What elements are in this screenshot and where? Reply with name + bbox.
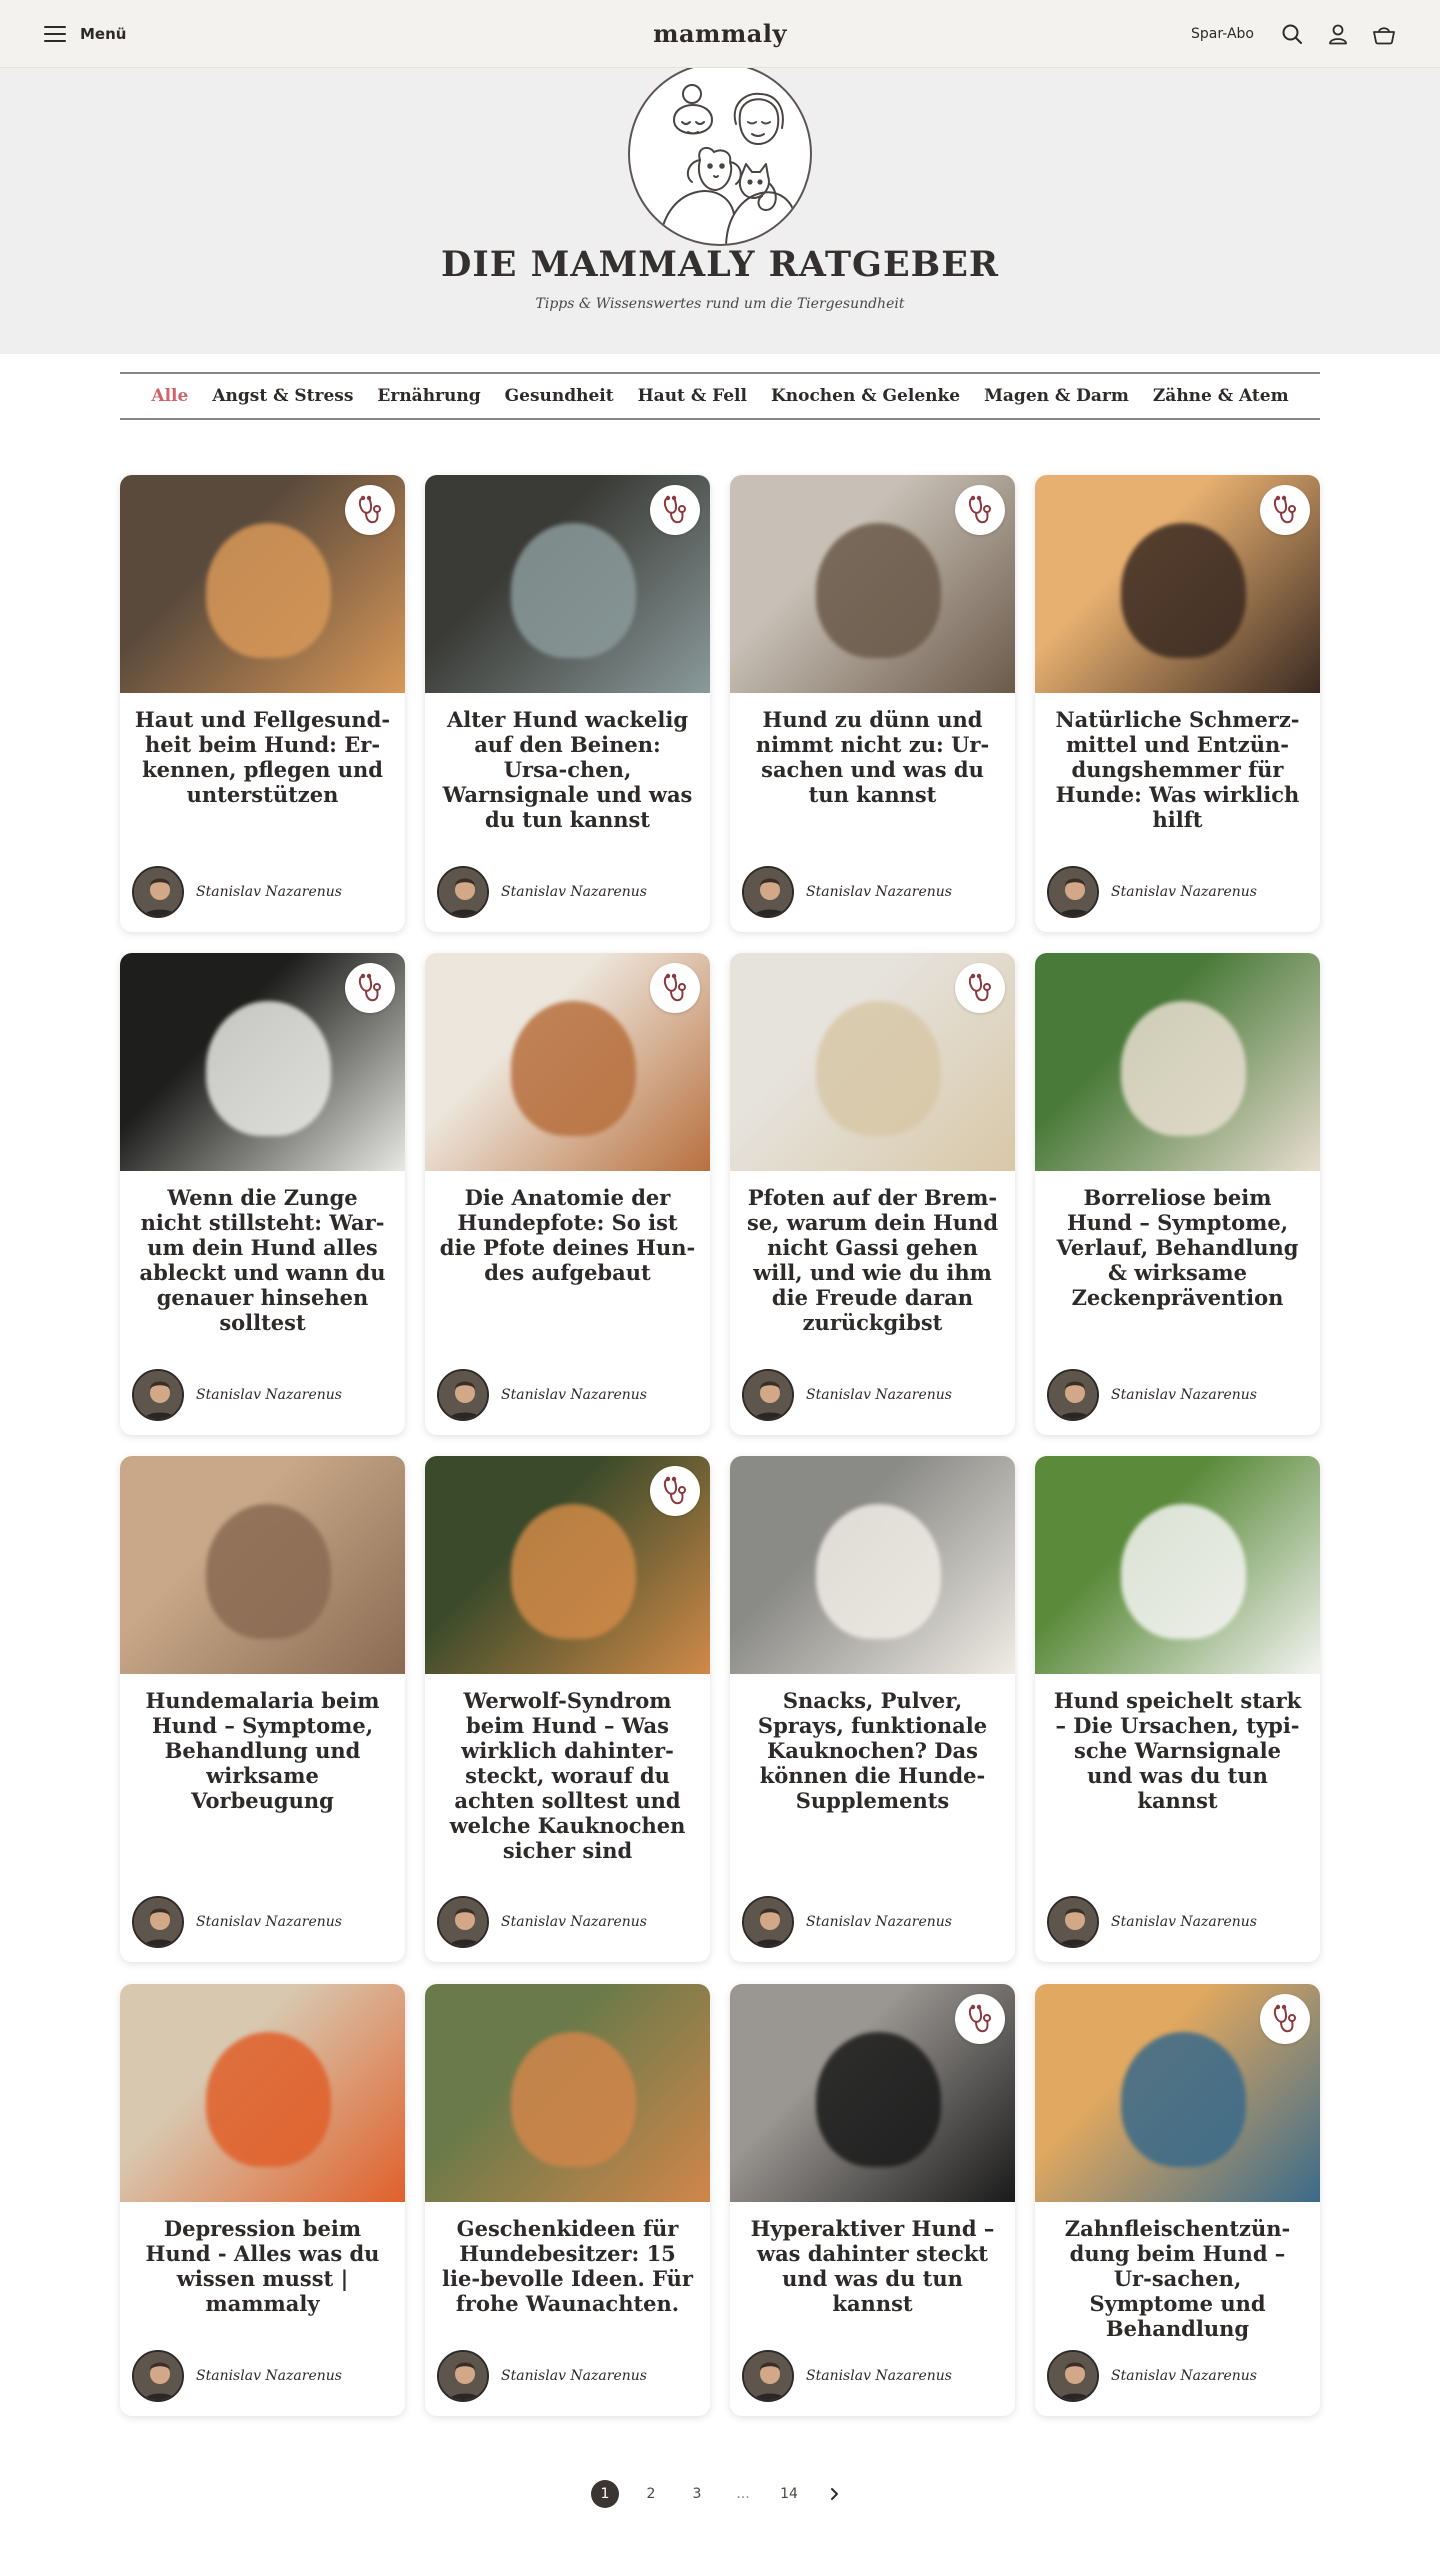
article-card[interactable] (120, 1984, 405, 2416)
article-author (1047, 1369, 1257, 1421)
article-title: Hyperaktiver Hund – was dahinter steckt und was du tun kannst (750, 2216, 995, 2316)
category-tab[interactable]: Angst & Stress (212, 386, 354, 406)
article-title: Alter Hund wackelig auf den Beinen: Ursa-chen, Warnsignale und was du tun kannst (442, 707, 693, 832)
article-author (132, 1896, 342, 1948)
author-name: Stanislav Nazarenus (1111, 1387, 1257, 1403)
author-name: Stanislav Nazarenus (1111, 1914, 1257, 1930)
author-name: Stanislav Nazarenus (196, 884, 342, 900)
vets-illustration (628, 62, 812, 246)
category-tab[interactable]: Magen & Darm (984, 386, 1129, 406)
category-tabs (120, 372, 1320, 420)
article-author (742, 1896, 952, 1948)
article-title: Natürliche Schmerz-mittel und Entzün-dungshemmer für Hunde: Was wirklich hilft (1055, 707, 1300, 832)
author-avatar (132, 1369, 184, 1421)
page-link[interactable]: 1 (591, 2480, 619, 2508)
page-title: DIE MAMMALY RATGEBER (441, 244, 999, 285)
article-card[interactable] (730, 1984, 1015, 2416)
author-avatar (132, 866, 184, 918)
article-card[interactable] (730, 475, 1015, 932)
stethoscope-icon (1260, 1994, 1310, 2044)
article-author (132, 2350, 342, 2402)
cart-icon[interactable] (1372, 22, 1396, 46)
article-card[interactable] (425, 1984, 710, 2416)
stethoscope-icon (650, 963, 700, 1013)
category-tab[interactable]: Zähne & Atem (1152, 386, 1289, 406)
article-title: Geschenkideen für Hundebesitzer: 15 lie-bevolle Ideen. Für frohe Waunachten. (442, 2216, 693, 2316)
author-name: Stanislav Nazarenus (501, 1387, 647, 1403)
article-author (742, 2350, 952, 2402)
spar-abo-link[interactable]: Spar-Abo (1191, 25, 1254, 42)
article-title: Haut und Fellgesund-heit beim Hund: Er-kennen, pflegen und unterstützen (134, 707, 391, 807)
author-avatar (437, 1896, 489, 1948)
author-name: Stanislav Nazarenus (806, 2368, 952, 2384)
stethoscope-icon (345, 963, 395, 1013)
stethoscope-icon (955, 485, 1005, 535)
article-title: Wenn die Zunge nicht stillsteht: War-um dein Hund alles ableckt und wann du genauer hinsehen solltest (139, 1185, 386, 1335)
category-tab[interactable]: Haut & Fell (637, 386, 747, 406)
pagination (0, 2476, 1440, 2512)
chevron-right-icon[interactable] (821, 2480, 849, 2508)
author-avatar (437, 2350, 489, 2402)
author-avatar (132, 2350, 184, 2402)
article-card[interactable] (120, 1456, 405, 1962)
site-header (0, 0, 1440, 68)
article-title: Pfoten auf der Brem-se, warum dein Hund nicht Gassi gehen will, und wie du ihm die Freude daran zurückgibst (746, 1185, 998, 1335)
stethoscope-icon (345, 485, 395, 535)
stethoscope-icon (955, 963, 1005, 1013)
article-card[interactable] (1035, 953, 1320, 1435)
category-tab[interactable]: Ernährung (377, 386, 481, 406)
article-title: Snacks, Pulver, Sprays, funktionale Kauknochen? Das können die Hunde-Supplements (757, 1688, 988, 1813)
article-title: Zahnfleischentzün-dung beim Hund – Ur-sachen, Symptome und Behandlung (1064, 2216, 1291, 2341)
article-image (1035, 1456, 1320, 1674)
stethoscope-icon (1260, 485, 1310, 535)
article-author (1047, 866, 1257, 918)
author-name: Stanislav Nazarenus (196, 2368, 342, 2384)
category-tab[interactable]: Gesundheit (504, 386, 614, 406)
hamburger-icon (44, 26, 66, 42)
article-author (437, 1369, 647, 1421)
article-author (742, 1369, 952, 1421)
author-name: Stanislav Nazarenus (806, 1387, 952, 1403)
author-avatar (437, 1369, 489, 1421)
article-author (1047, 2350, 1257, 2402)
author-avatar (1047, 1369, 1099, 1421)
author-name: Stanislav Nazarenus (501, 2368, 647, 2384)
article-image (120, 1984, 405, 2202)
article-title: Hund speichelt stark – Die Ursachen, typi-sche Warnsignale und was du tun kannst (1053, 1688, 1302, 1813)
author-avatar (132, 1896, 184, 1948)
author-name: Stanislav Nazarenus (501, 884, 647, 900)
article-title: Borreliose beim Hund – Symptome, Verlauf, Behandlung & wirksame Zeckenprävention (1056, 1185, 1299, 1310)
article-title: Hund zu dünn und nimmt nicht zu: Ur-sachen und was du tun kannst (755, 707, 990, 807)
author-name: Stanislav Nazarenus (196, 1914, 342, 1930)
page-subtitle: Tipps & Wissenswertes rund um die Tiergesundheit (535, 296, 905, 312)
article-image (425, 1984, 710, 2202)
article-card[interactable] (1035, 475, 1320, 932)
article-card[interactable] (120, 953, 405, 1435)
author-name: Stanislav Nazarenus (196, 1387, 342, 1403)
article-title: Hundemalaria beim Hund – Symptome, Behandlung und wirksame Vorbeugung (145, 1688, 380, 1813)
article-image (1035, 953, 1320, 1171)
author-avatar (437, 866, 489, 918)
article-title: Die Anatomie der Hundepfote: So ist die Pfote deines Hun-des aufgebaut (439, 1185, 696, 1285)
author-avatar (1047, 866, 1099, 918)
page-link[interactable]: 3 (692, 2486, 702, 2502)
article-author (132, 1369, 342, 1421)
article-card[interactable] (730, 953, 1015, 1435)
pagination-ellipsis: ... (736, 2486, 750, 2502)
author-avatar (742, 866, 794, 918)
article-author (437, 1896, 647, 1948)
article-title: Werwolf-Syndrom beim Hund – Was wirklich dahinter-steckt, worauf du achten solltest und welche Kauknochen sicher sind (449, 1688, 686, 1863)
site-logo[interactable]: mammaly (653, 19, 787, 48)
author-name: Stanislav Nazarenus (806, 1914, 952, 1930)
author-avatar (1047, 1896, 1099, 1948)
author-avatar (742, 2350, 794, 2402)
stethoscope-icon (955, 1994, 1005, 2044)
article-title: Depression beim Hund - Alles was du wissen musst | mammaly (145, 2216, 380, 2316)
article-card[interactable] (425, 1456, 710, 1962)
author-avatar (1047, 2350, 1099, 2402)
menu-label: Menü (80, 24, 127, 43)
article-author (1047, 1896, 1257, 1948)
header-actions (1191, 22, 1396, 46)
account-icon[interactable] (1326, 22, 1350, 46)
article-card[interactable] (1035, 1984, 1320, 2416)
author-name: Stanislav Nazarenus (1111, 2368, 1257, 2384)
author-name: Stanislav Nazarenus (501, 1914, 647, 1930)
hero-banner (0, 68, 1440, 354)
page-link[interactable]: 2 (646, 2486, 656, 2502)
article-author (132, 866, 342, 918)
category-tab[interactable]: Knochen & Gelenke (770, 386, 961, 406)
page-link[interactable]: 14 (780, 2486, 798, 2502)
category-tab[interactable]: Alle (151, 386, 189, 406)
author-avatar (742, 1369, 794, 1421)
stethoscope-icon (650, 485, 700, 535)
stethoscope-icon (650, 1466, 700, 1516)
menu-button[interactable] (44, 25, 126, 43)
article-author (742, 866, 952, 918)
author-avatar (742, 1896, 794, 1948)
article-card[interactable] (425, 475, 710, 932)
author-name: Stanislav Nazarenus (1111, 884, 1257, 900)
article-card[interactable] (730, 1456, 1015, 1962)
author-name: Stanislav Nazarenus (806, 884, 952, 900)
article-author (437, 2350, 647, 2402)
article-image (120, 1456, 405, 1674)
article-card[interactable] (120, 475, 405, 932)
search-icon[interactable] (1280, 22, 1304, 46)
article-author (437, 866, 647, 918)
article-card[interactable] (425, 953, 710, 1435)
article-image (730, 1456, 1015, 1674)
article-card[interactable] (1035, 1456, 1320, 1962)
